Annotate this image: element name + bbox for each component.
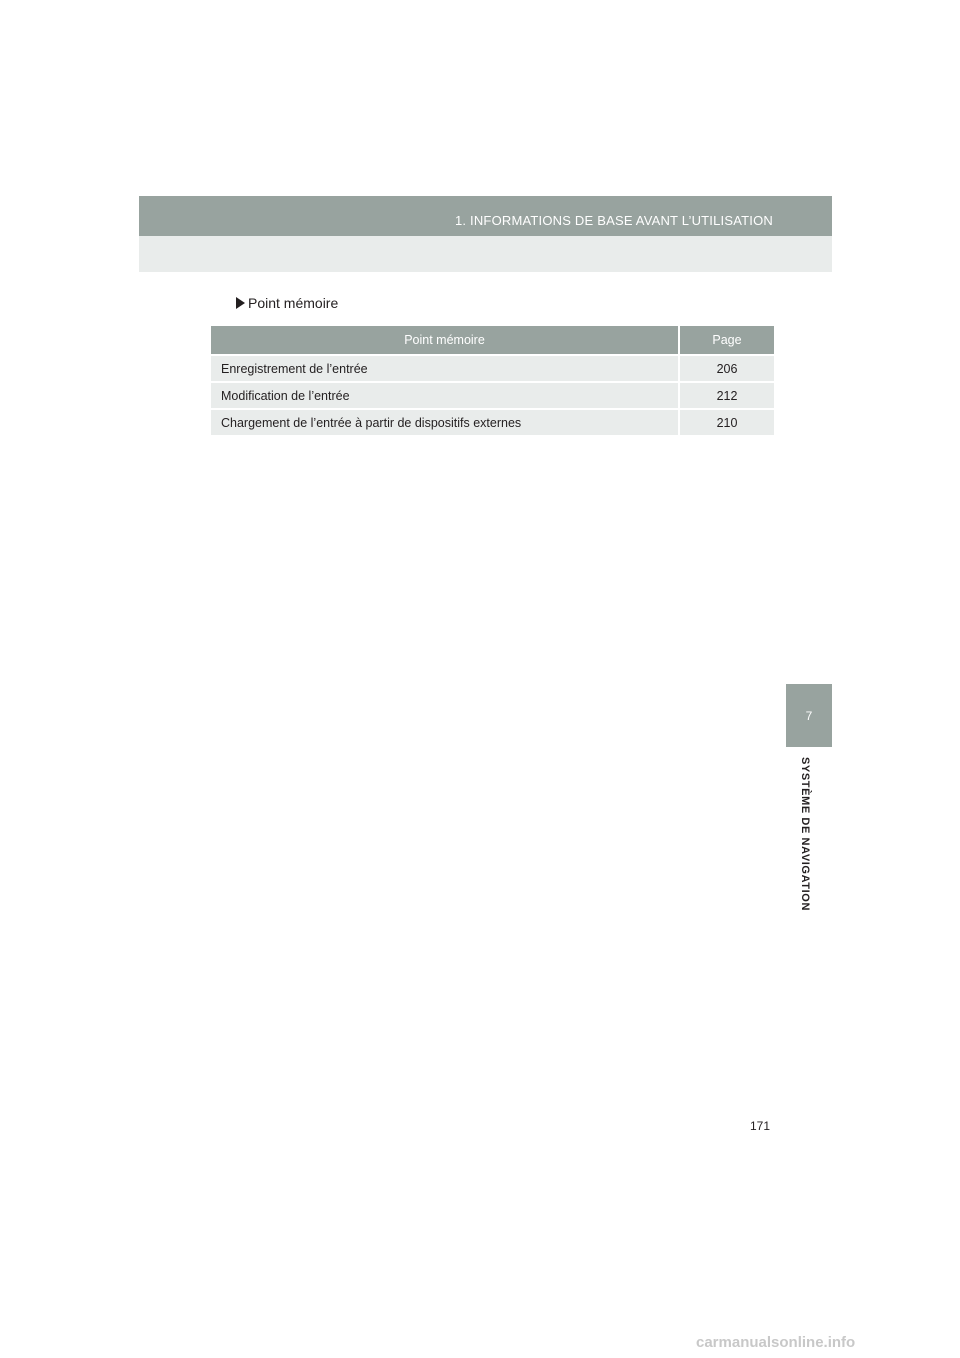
row-item: Modification de l’entrée — [211, 382, 679, 409]
row-page: 206 — [679, 355, 774, 382]
column-header-page: Page — [679, 326, 774, 355]
header-sub-band — [139, 236, 832, 272]
table-row — [211, 409, 774, 436]
section-heading — [236, 295, 338, 311]
table-row — [211, 382, 774, 409]
page-number: 171 — [750, 1119, 771, 1133]
header-band — [139, 196, 832, 236]
table-header-row — [211, 326, 774, 355]
triangle-bullet-icon — [236, 297, 245, 309]
header-title: 1. INFORMATIONS DE BASE AVANT L’UTILISATION — [454, 213, 773, 228]
section-heading-text: Point mémoire — [248, 295, 339, 311]
row-item: Enregistrement de l’entrée — [211, 355, 679, 382]
reference-table — [211, 326, 774, 437]
chapter-tab — [786, 684, 832, 747]
chapter-title: SYSTÈME DE NAVIGATION — [799, 757, 811, 911]
table-row — [211, 355, 774, 382]
column-header-item: Point mémoire — [211, 326, 679, 355]
row-page: 212 — [679, 382, 774, 409]
chapter-number: 7 — [805, 709, 813, 723]
row-item: Chargement de l’entrée à partir de dispositifs externes — [211, 409, 679, 436]
watermark: carmanualsonline.info — [696, 1334, 856, 1351]
row-page: 210 — [679, 409, 774, 436]
